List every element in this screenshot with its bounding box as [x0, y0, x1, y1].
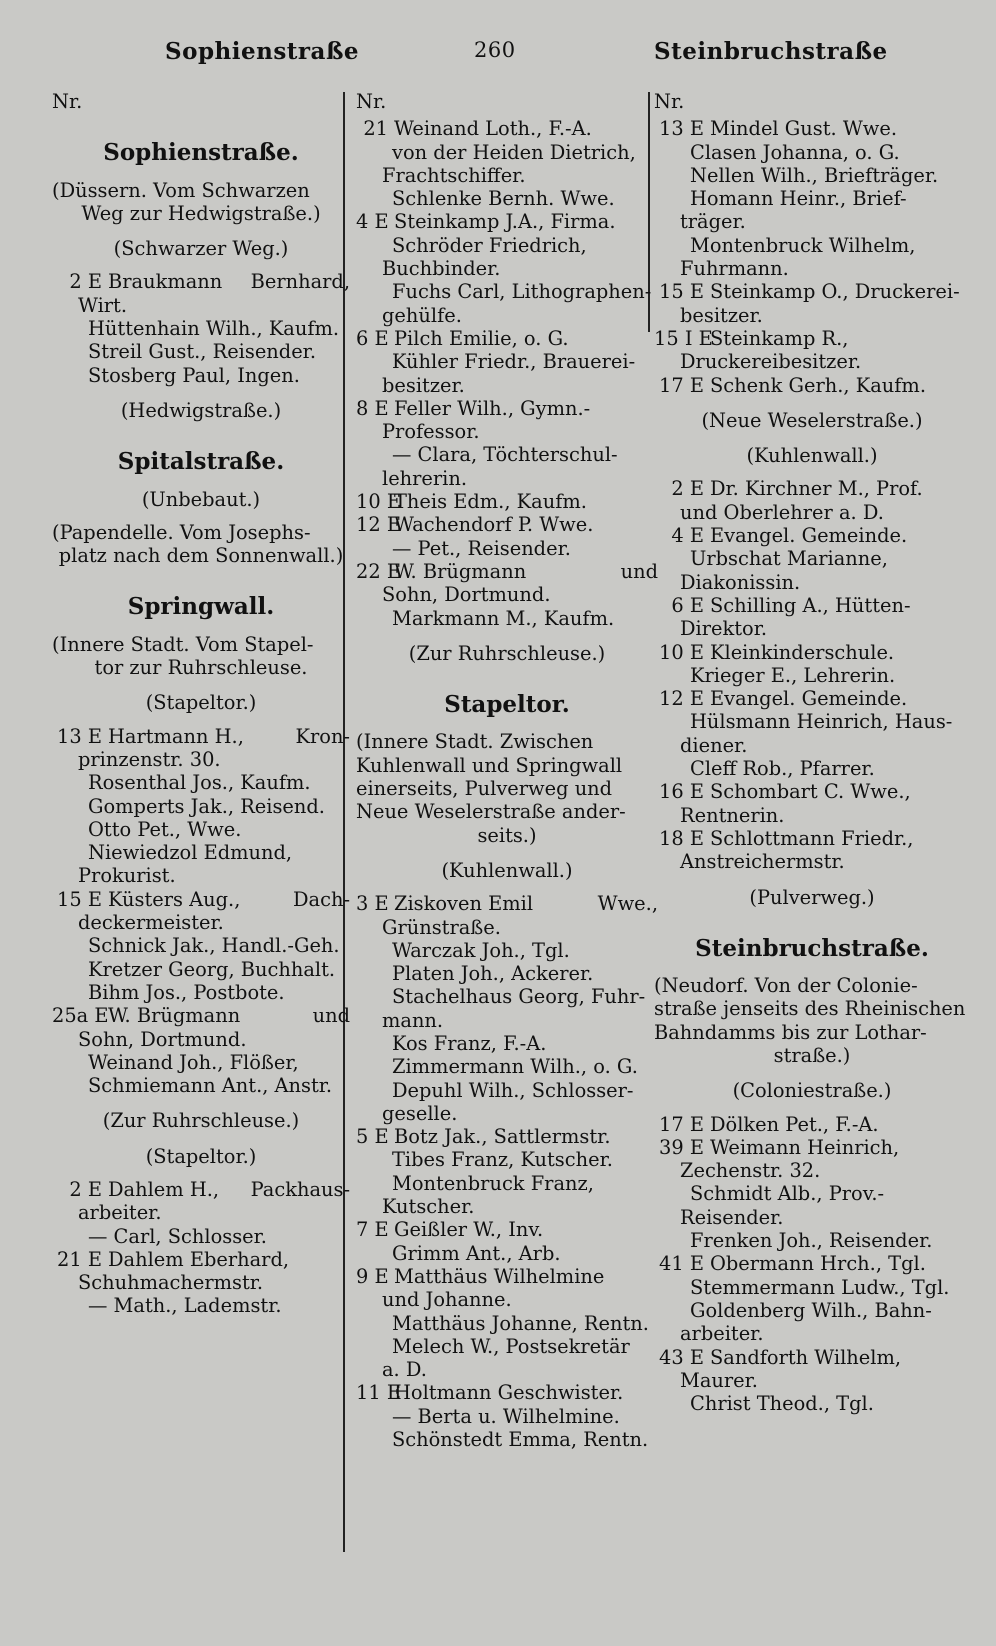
house-number: 12 E [659, 687, 704, 711]
description-line: platz nach dem Sonnenwall.) [58, 544, 344, 568]
entry-resident: — Pet., Reisender. [392, 536, 571, 560]
entry-text [108, 1004, 350, 1027]
house-entry [654, 594, 970, 617]
entry-continuation: Reisender. [680, 1205, 784, 1229]
house-number: 4 E [356, 210, 389, 234]
description-line: (Papendelle. Vom Josephs- [52, 520, 311, 544]
description-line: seits.) [477, 823, 537, 847]
entry-text [394, 1381, 658, 1404]
entry-resident: Montenbruck Wilhelm, [690, 233, 916, 257]
cross-street: (Kuhlenwall.) [441, 858, 573, 882]
house-entry [654, 1252, 970, 1275]
entry-continuation: Druckereibesitzer. [680, 350, 862, 374]
entry-resident: Stachelhaus Georg, Fuhr- [392, 985, 646, 1009]
cross-street: (Hedwigstraße.) [120, 398, 282, 422]
entry-resident: Urbschat Marianne, [690, 547, 888, 571]
entry-resident: Fuchs Carl, Lithographen- [392, 280, 652, 304]
house-entry [654, 477, 970, 500]
entry-resident: Clasen Johanna, o. G. [690, 140, 900, 164]
house-number: 10 E [356, 490, 401, 514]
entry-text [394, 210, 658, 233]
entry-resident: Gomperts Jak., Reisend. [88, 794, 325, 818]
entry-resident: Platen Joh., Ackerer. [392, 962, 594, 986]
street-heading: Sophienstraße. [103, 139, 299, 167]
house-entry [654, 641, 970, 664]
description-line: (Innere Stadt. Zwischen [356, 730, 594, 754]
entry-name: Theis Edm., Kaufm. [394, 490, 587, 514]
entry-text [108, 1248, 350, 1271]
entry-name-tail [911, 780, 970, 803]
entry-text [710, 780, 970, 803]
entry-resident: Schlenke Bernh. Wwe. [392, 187, 615, 211]
description-line: (Düssern. Vom Schwarzen [52, 178, 310, 202]
house-number: 2 E [69, 1177, 102, 1201]
entry-continuation: Sohn, Dortmund. [78, 1027, 247, 1051]
house-entry [654, 1346, 970, 1369]
entry-text [710, 280, 970, 303]
entry-name: Steinkamp R., [710, 326, 849, 350]
house-entry [654, 327, 970, 350]
entry-name-tail [543, 1218, 658, 1241]
description-line: straße.) [773, 1043, 851, 1067]
entry-name: Dahlem H., [108, 1177, 220, 1201]
entry-continuation: diener. [680, 733, 748, 757]
house-number: 12 E [356, 513, 401, 537]
entry-name: Feller Wilh., Gymn.- [394, 396, 591, 420]
house-entry [52, 725, 350, 748]
entry-text [394, 117, 658, 140]
cross-street: (Neue Weselerstraße.) [701, 408, 923, 432]
entry-text [394, 1265, 658, 1288]
house-number: 6 E [671, 593, 704, 617]
entry-name-tail [907, 687, 970, 710]
entry-name-tail [593, 513, 658, 536]
entry-resident: Christ Theod., Tgl. [690, 1392, 874, 1416]
description-line: Kuhlenwall und Springwall [356, 753, 623, 777]
entry-name: Dr. Kirchner M., Prof. [710, 477, 923, 501]
running-head-left: Sophienstraße [165, 38, 360, 65]
house-number: 22 E [356, 559, 401, 583]
entry-name: Botz Jak., Sattlermstr. [394, 1125, 611, 1149]
entry-text [710, 594, 970, 617]
entry-continuation: Frachtschiffer. [382, 163, 526, 187]
house-number: 25a E [52, 1004, 109, 1028]
cross-street: (Pulverweg.) [749, 885, 875, 909]
street-heading: Spitalstraße. [117, 448, 285, 476]
house-entry [356, 210, 658, 233]
entry-continuation: Professor. [382, 420, 480, 444]
house-number: 15 E [57, 887, 102, 911]
house-number: 18 E [659, 826, 704, 850]
entry-continuation: Wirt. [78, 293, 128, 317]
entry-continuation: Schuhmachermstr. [78, 1271, 264, 1295]
description-line: einerseits, Pulverweg und [356, 777, 613, 801]
house-number: 21 [363, 117, 388, 141]
entry-resident: Niewiedzol Edmund, [88, 841, 293, 865]
cross-street: (Schwarzer Weg.) [113, 237, 289, 261]
street-description [52, 633, 350, 680]
house-entry [654, 280, 970, 303]
entry-resident: Rosenthal Jos., Kaufm. [88, 771, 311, 795]
entry-name-tail [848, 327, 970, 350]
entry-text [394, 513, 658, 536]
entry-continuation: Prokurist. [78, 864, 176, 888]
entry-resident: — Berta u. Wilhelmine. [392, 1404, 620, 1428]
entry-name: Obermann Hrch., Tgl. [710, 1252, 926, 1276]
entry-name-tail [610, 1125, 658, 1148]
house-number: 7 E [356, 1218, 389, 1242]
cross-street: (Stapeltor.) [145, 691, 257, 715]
house-number: 6 E [356, 326, 389, 350]
entry-name: Holtmann Geschwister. [394, 1381, 624, 1405]
description-line: tor zur Ruhrschleuse. [94, 656, 308, 680]
entry-name: Braukmann [108, 270, 223, 294]
house-entry [52, 1178, 350, 1201]
entry-text [710, 641, 970, 664]
entry-name: Dölken Pet., F.-A. [710, 1112, 879, 1136]
entry-text [710, 687, 970, 710]
entry-name: W. Brügmann [394, 559, 527, 583]
entry-continuation: und Oberlehrer a. D. [680, 500, 884, 524]
entry-continuation: arbeiter. [78, 1201, 162, 1225]
entry-name: Weimann Heinrich, [710, 1135, 900, 1159]
entry-continuation: geselle. [382, 1101, 458, 1125]
street-heading: Springwall. [127, 593, 275, 621]
entry-name: Mindel Gust. Wwe. [710, 117, 898, 141]
house-number: 2 E [69, 270, 102, 294]
entry-text [394, 490, 658, 513]
entry-name-tail [907, 524, 970, 547]
entry-name-tail [960, 280, 970, 303]
entry-continuation: Anstreichermstr. [680, 850, 845, 874]
entry-name: Küsters Aug., [108, 887, 241, 911]
entry-name-tail [587, 490, 658, 513]
entry-name: Hartmann H., [108, 724, 244, 748]
entry-name: Steinkamp O., Druckerei- [710, 280, 960, 304]
entry-name-tail [901, 1346, 970, 1369]
entry-name: Matthäus Wilhelmine [394, 1264, 605, 1288]
entry-name-tail [923, 477, 970, 500]
entry-name-tail [592, 117, 658, 140]
entry-continuation: prinzenstr. 30. [78, 747, 221, 771]
house-number: 43 E [659, 1345, 704, 1369]
street-description [52, 179, 350, 226]
entry-name-tail: Bernhard, [250, 270, 350, 294]
entry-resident: von der Heiden Dietrich, [392, 140, 636, 164]
entry-resident: Streil Gust., Reisender. [88, 340, 316, 364]
entry-name: Schlottmann Friedr., [710, 826, 914, 850]
entry-name-tail: und [312, 1004, 350, 1028]
street-heading: Stapeltor. [444, 691, 570, 719]
house-number: 13 E [659, 117, 704, 141]
entry-resident: Schnick Jak., Handl.-Geh. [88, 934, 340, 958]
entry-name-tail [879, 1113, 970, 1136]
column-middle [356, 90, 658, 1451]
description-line: Bahndamms bis zur Lothar- [654, 1020, 927, 1044]
entry-text [710, 374, 970, 397]
entry-text [710, 117, 970, 140]
entry-name-tail [911, 594, 971, 617]
entry-resident: Krieger E., Lehrerin. [690, 663, 896, 687]
entry-name-tail: und [620, 559, 658, 583]
entry-name-tail: Dach- [292, 887, 350, 911]
entry-text [108, 725, 350, 748]
entry-resident: Hülsmann Heinrich, Haus- [690, 710, 953, 734]
entry-resident: Otto Pet., Wwe. [88, 817, 242, 841]
entry-continuation: deckermeister. [78, 911, 224, 935]
column-nr-label: Nr. [356, 90, 387, 113]
entry-continuation: träger. [680, 210, 746, 234]
house-number: 10 E [659, 640, 704, 664]
entry-name-tail [604, 1265, 658, 1288]
entry-text [108, 1178, 350, 1201]
house-entry [52, 1004, 350, 1027]
house-entry [654, 374, 970, 397]
house-number: 13 E [57, 724, 102, 748]
entry-text [394, 397, 658, 420]
entry-name-tail [289, 1248, 350, 1271]
house-entry [356, 397, 658, 420]
entry-name: Evangel. Gemeinde. [710, 687, 908, 711]
entry-resident: Kretzer Georg, Buchhalt. [88, 957, 336, 981]
cross-street: (Unbebaut.) [141, 487, 261, 511]
entry-name: Schenk Gerh., Kaufm. [710, 373, 926, 397]
entry-name-tail [926, 374, 970, 397]
entry-name-tail [615, 210, 658, 233]
entry-name: Wachendorf P. Wwe. [394, 513, 594, 537]
entry-continuation: lehrerin. [382, 466, 468, 490]
house-entry [654, 687, 970, 710]
entry-name: Schilling A., Hütten- [710, 593, 911, 617]
entry-text [710, 1346, 970, 1369]
entry-name-tail [623, 1381, 658, 1404]
entry-text [108, 888, 350, 911]
entry-resident: — Math., Lademstr. [88, 1294, 282, 1318]
entry-resident: Kos Franz, F.-A. [392, 1031, 547, 1055]
house-entry [654, 780, 970, 803]
house-entry [356, 560, 658, 583]
description-line: Neue Weselerstraße ander- [356, 800, 626, 824]
entry-resident: Goldenberg Wilh., Bahn- [690, 1298, 932, 1322]
entry-resident: Zimmermann Wilh., o. G. [392, 1055, 638, 1079]
house-entry [654, 1113, 970, 1136]
entry-continuation: Rentnerin. [680, 803, 785, 827]
entry-name-tail: Kron- [295, 724, 350, 748]
description-line: straße jenseits des Rheinischen [654, 997, 966, 1021]
entry-name: Dahlem Eberhard, [108, 1247, 290, 1271]
house-entry [654, 524, 970, 547]
house-number: 17 E [659, 373, 704, 397]
street-description [356, 730, 658, 846]
page-number: 260 [474, 38, 516, 62]
entry-resident: — Carl, Schlosser. [88, 1224, 267, 1248]
entry-resident: Grimm Ant., Arb. [392, 1241, 561, 1265]
entry-continuation: Direktor. [680, 617, 768, 641]
cross-street: (Zur Ruhrschleuse.) [102, 1109, 300, 1133]
description-line: Weg zur Hedwigstraße.) [81, 201, 321, 225]
column-right [654, 90, 970, 1415]
house-number: 41 E [659, 1252, 704, 1276]
street-heading: Steinbruchstraße. [695, 934, 929, 962]
entry-resident: Matthäus Johanne, Rentn. [392, 1311, 649, 1335]
street-description [52, 521, 350, 568]
entry-resident: Nellen Wilh., Briefträger. [690, 163, 939, 187]
house-number: 2 E [671, 477, 704, 501]
entry-name-tail [926, 1252, 970, 1275]
entry-resident: Stemmermann Ludw., Tgl. [690, 1275, 950, 1299]
house-entry [52, 888, 350, 911]
house-entry [654, 117, 970, 140]
entry-text [710, 1252, 970, 1275]
entry-resident: Cleff Rob., Pfarrer. [690, 757, 875, 781]
entry-name-tail [569, 327, 658, 350]
entry-resident: Kühler Friedr., Brauerei- [392, 350, 636, 374]
entry-resident: — Clara, Töchterschul- [392, 443, 618, 467]
entry-name: Weinand Loth., F.-A. [394, 117, 592, 141]
entry-continuation: a. D. [382, 1358, 427, 1382]
house-entry [52, 270, 350, 293]
house-number: 11 E [356, 1381, 401, 1405]
column-nr-label: Nr. [654, 90, 685, 113]
house-number: 5 E [356, 1125, 389, 1149]
entry-name-tail: Wwe., [597, 892, 658, 916]
entry-resident: Weinand Joh., Flößer, [88, 1050, 299, 1074]
entry-resident: Schröder Friedrich, [392, 233, 587, 257]
entry-continuation: Grünstraße. [382, 915, 501, 939]
house-number: 9 E [356, 1264, 389, 1288]
entry-continuation: Fuhrmann. [680, 257, 789, 281]
entry-name-tail: Packhaus- [250, 1177, 350, 1201]
house-number: 4 E [671, 524, 704, 548]
house-entry [356, 892, 658, 915]
entry-text [710, 1113, 970, 1136]
entry-resident: Schmiemann Ant., Anstr. [88, 1074, 333, 1098]
column-left [52, 90, 350, 1318]
house-entry [356, 327, 658, 350]
entry-resident: Tibes Franz, Kutscher. [392, 1148, 613, 1172]
entry-text [394, 1218, 658, 1241]
cross-street: (Kuhlenwall.) [746, 444, 878, 468]
house-number: 16 E [659, 780, 704, 804]
house-number: 15 E [659, 280, 704, 304]
entry-name: Schombart C. Wwe., [710, 780, 911, 804]
running-head-right: Steinbruchstraße [654, 38, 888, 65]
entry-continuation: Diakonissin. [680, 570, 801, 594]
entry-text [394, 560, 658, 583]
cross-street: (Coloniestraße.) [732, 1079, 892, 1103]
entry-name: Sandforth Wilhelm, [710, 1345, 902, 1369]
cross-street: (Stapeltor.) [145, 1144, 257, 1168]
entry-text [394, 892, 658, 915]
house-number: 17 E [659, 1112, 704, 1136]
entry-text [710, 327, 970, 350]
entry-continuation: Buchbinder. [382, 257, 501, 281]
entry-name-tail [590, 397, 658, 420]
entry-continuation: Sohn, Dortmund. [382, 583, 551, 607]
house-number: 21 E [57, 1247, 102, 1271]
entry-name-tail [897, 117, 970, 140]
description-line: (Neudorf. Von der Colonie- [654, 974, 918, 998]
entry-name: Ziskoven Emil [394, 892, 534, 916]
entry-resident: Melech W., Postsekretär [392, 1334, 630, 1358]
entry-resident: Montenbruck Franz, [392, 1171, 594, 1195]
entry-resident: Schmidt Alb., Prov.- [690, 1182, 885, 1206]
entry-name-tail [899, 1136, 970, 1159]
entry-name: Kleinkinderschule. [710, 640, 895, 664]
entry-name: Evangel. Gemeinde. [710, 524, 908, 548]
entry-text [394, 327, 658, 350]
entry-continuation: Kutscher. [382, 1195, 475, 1219]
entry-resident: Depuhl Wilh., Schlosser- [392, 1078, 634, 1102]
house-entry [356, 1125, 658, 1148]
entry-continuation: arbeiter. [680, 1322, 764, 1346]
entry-resident: Hüttenhain Wilh., Kaufm. [88, 317, 340, 341]
house-entry [654, 827, 970, 850]
cross-street: (Zur Ruhrschleuse.) [408, 641, 606, 665]
entry-name: Geißler W., Inv. [394, 1218, 544, 1242]
description-line: (Innere Stadt. Vom Stapel- [52, 632, 314, 656]
entry-text [108, 270, 350, 293]
house-number: 15 I E [654, 326, 713, 350]
house-entry [356, 490, 658, 513]
entry-resident: Bihm Jos., Postbote. [88, 980, 285, 1004]
house-entry [654, 1136, 970, 1159]
house-entry [356, 1265, 658, 1288]
entry-resident: Schönstedt Emma, Rentn. [392, 1428, 649, 1452]
entry-name: W. Brügmann [108, 1004, 241, 1028]
entry-text [710, 524, 970, 547]
entry-resident: Stosberg Paul, Ingen. [88, 363, 300, 387]
house-number: 39 E [659, 1135, 704, 1159]
entry-text [710, 1136, 970, 1159]
house-entry [356, 1381, 658, 1404]
entry-continuation: mann. [382, 1008, 444, 1032]
street-description [654, 974, 970, 1067]
entry-continuation: besitzer. [382, 373, 465, 397]
entry-continuation: gehülfe. [382, 303, 462, 327]
entry-name-tail [894, 641, 970, 664]
entry-resident: Frenken Joh., Reisender. [690, 1229, 933, 1253]
entry-text [710, 477, 970, 500]
entry-name: Pilch Emilie, o. G. [394, 326, 569, 350]
entry-continuation: Maurer. [680, 1368, 758, 1392]
house-entry [52, 1248, 350, 1271]
entry-continuation: und Johanne. [382, 1288, 512, 1312]
column-nr-label: Nr. [52, 90, 83, 113]
entry-resident: Markmann M., Kaufm. [392, 606, 615, 630]
entry-name: Steinkamp J.A., Firma. [394, 210, 616, 234]
entry-text [394, 1125, 658, 1148]
entry-continuation: Zechenstr. 32. [680, 1159, 821, 1183]
entry-resident: Warczak Joh., Tgl. [392, 938, 570, 962]
entry-name-tail [913, 827, 970, 850]
house-number: 8 E [356, 396, 389, 420]
house-entry [356, 1218, 658, 1241]
house-entry [356, 117, 658, 140]
house-entry [356, 513, 658, 536]
entry-text [710, 827, 970, 850]
entry-resident: Homann Heinr., Brief- [690, 187, 907, 211]
entry-continuation: besitzer. [680, 303, 763, 327]
house-number: 3 E [356, 892, 389, 916]
